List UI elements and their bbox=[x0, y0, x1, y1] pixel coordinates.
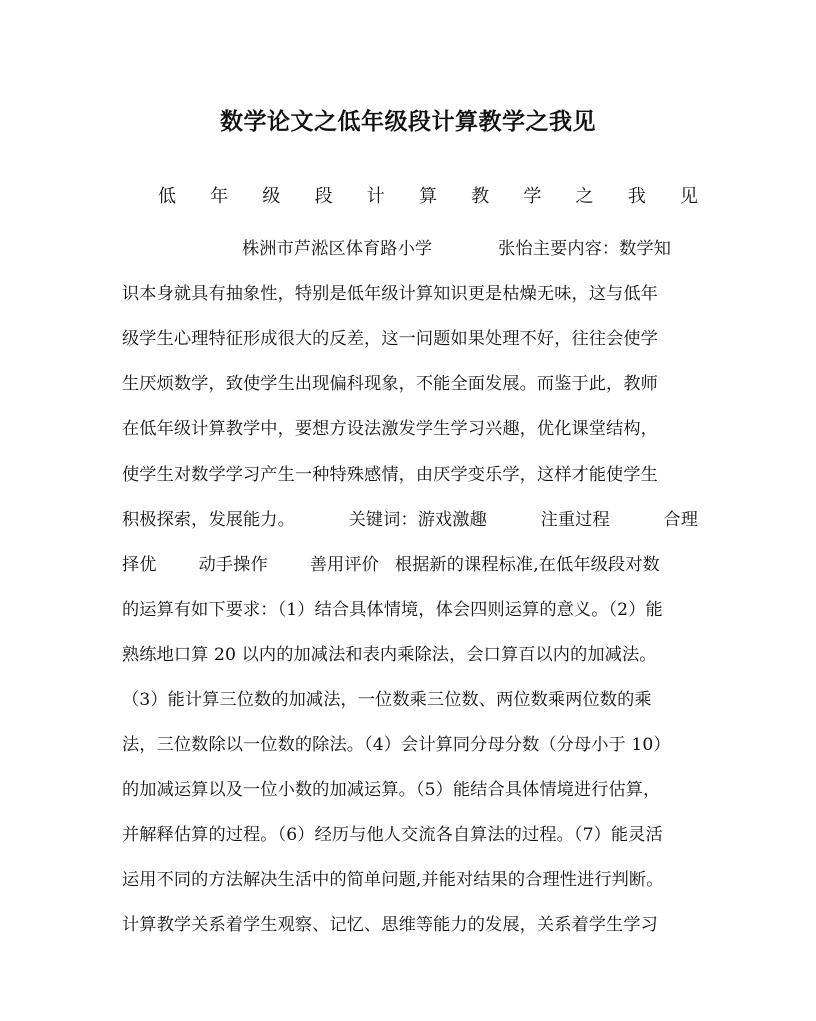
keywords-segment: 积极探索，发展能力。 bbox=[122, 510, 295, 530]
body-line: 的运算有如下要求：（1）结合具体情境，体会四则运算的意义。（2）能 bbox=[122, 600, 663, 620]
keyword-segment: 动手操作 bbox=[198, 555, 268, 575]
body-line: 熟练地口算 20 以内的加减法和表内乘除法，会口算百以内的加减法。 bbox=[122, 645, 657, 665]
subtitle-char: 教 bbox=[471, 186, 490, 207]
keyword-segment: 善用评价 bbox=[309, 555, 379, 575]
subtitle-char: 年 bbox=[210, 186, 229, 207]
keywords-segment: 注重过程 bbox=[540, 510, 610, 530]
body-line: 级学生心理特征形成很大的反差，这一问题如果处理不好，往往会使学 bbox=[122, 329, 658, 349]
subtitle-char: 级 bbox=[262, 186, 281, 207]
subtitle-char: 学 bbox=[523, 186, 542, 207]
keywords-line bbox=[122, 505, 698, 535]
document-title: 数学论文之低年级段计算教学之我见 bbox=[220, 108, 596, 135]
subtitle-char: 计 bbox=[366, 186, 385, 207]
subtitle-char: 算 bbox=[418, 186, 437, 207]
subtitle-char: 低 bbox=[158, 186, 176, 207]
body-line: 在低年级计算教学中，要想方设法激发学生学习兴趣，优化课堂结构， bbox=[122, 419, 658, 439]
subtitle-char: 段 bbox=[314, 186, 333, 207]
body-line: 识本身就具有抽象性，特别是低年级计算知识更是枯燥无味，这与低年 bbox=[122, 284, 658, 304]
author-and-abstract-start: 张怡主要内容：数学知 bbox=[498, 239, 672, 259]
school-name: 株洲市芦淞区体育路小学 bbox=[242, 239, 433, 259]
body-line: 使学生对数学学习产生一种特殊感情，由厌学变乐学，这样才能使学生 bbox=[122, 465, 658, 485]
body-line: 并解释估算的过程。（6）经历与他人交流各自算法的过程。（7）能灵活 bbox=[122, 825, 663, 845]
keywords-segment: 合理 bbox=[663, 510, 698, 530]
document-subtitle bbox=[158, 182, 698, 212]
keyword-segment: 择优 bbox=[122, 555, 157, 575]
body-line: 运用不同的方法解决生活中的简单问题,并能对结果的合理性进行判断。 bbox=[122, 870, 664, 890]
body-line: 生厌烦数学，致使学生出现偏科现象，不能全面发展。而鉴于此，教师 bbox=[122, 374, 658, 394]
subtitle-char: 之 bbox=[575, 186, 594, 207]
author-line bbox=[122, 234, 698, 264]
keyword-segment: 根据新的课程标准,在低年级段对数 bbox=[394, 555, 660, 575]
body-line: （3）能计算三位数的加减法，一位数乘三位数、两位数乘两位数的乘 bbox=[122, 690, 652, 710]
keywords-segment: 关键词：游戏激趣 bbox=[348, 510, 487, 530]
body-line: 法，三位数除以一位数的除法。（4）会计算同分母分数（分母小于 10） bbox=[122, 735, 671, 755]
body-line: 计算教学关系着学生观察、记忆、思维等能力的发展，关系着学生学习 bbox=[122, 915, 658, 935]
subtitle-char: 见 bbox=[679, 186, 698, 207]
subtitle-char: 我 bbox=[627, 186, 646, 207]
keywords-line-2 bbox=[122, 550, 698, 580]
body-line: 的加减运算以及一位小数的加减运算。（5）能结合具体情境进行估算， bbox=[122, 780, 661, 800]
